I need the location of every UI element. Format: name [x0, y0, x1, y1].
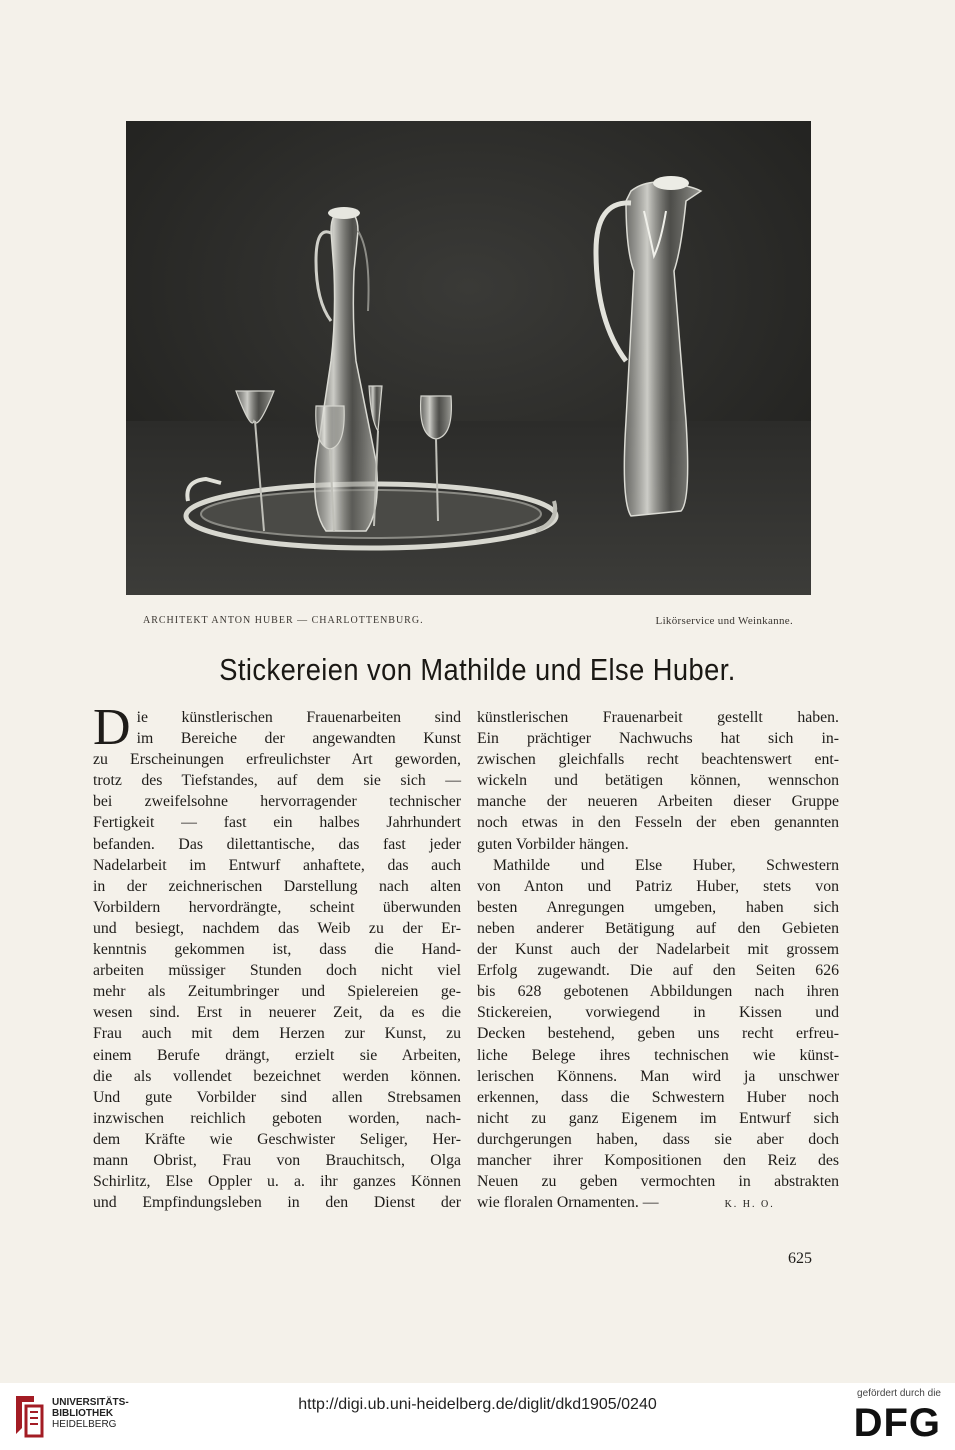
text-line: und besiegt, nachdem das Weib zu der Er- [93, 919, 461, 937]
text-line: der Kunst auch der Nadelarbeit mit grossem [477, 941, 839, 959]
text-line: trotz des Tiefstandes, auf dem sie sich — [93, 772, 461, 790]
text-line: in der zeichnerischen Darstellung nach alten [93, 877, 461, 895]
text-line: mancher ihrer Kompositionen den Reiz des [477, 1151, 839, 1169]
text-line: besten Anregungen umgeben, haben sich [477, 898, 839, 916]
text-line: lerischen Könnens. Man wird ja unschwer [477, 1067, 839, 1085]
text-line: Mathilde und Else Huber, Schwestern [493, 856, 839, 874]
text-line: Ein prächtiger Nachwuchs hat sich in- [477, 730, 839, 748]
text-line: bis 628 gebotenen Abbildungen nach ihren [477, 983, 839, 1001]
text-line: Frau auch mit dem Herzen zur Kunst, zu [93, 1025, 461, 1043]
page-number: 625 [788, 1250, 812, 1267]
text-line: guten Vorbilder hängen. [477, 835, 629, 853]
photo-caption-left: ARCHITEKT ANTON HUBER — CHARLOTTENBURG. [143, 615, 424, 626]
text-line: dem Kräfte wie Geschwister Seliger, Her- [93, 1130, 461, 1148]
text-line: wesen sind. Erst in neuerer Zeit, da es die [93, 1004, 461, 1022]
text-line: wickeln und betätigen können, wennschon [477, 772, 839, 790]
left-column [93, 699, 461, 1213]
text-line: inzwischen reichlich geboten worden, nach- [93, 1109, 461, 1127]
text-line: Nadelarbeit im Entwurf anhaftete, das auch [93, 856, 461, 874]
text-line: Erfolg zugewandt. Die auf den Seiten 626 [477, 962, 839, 980]
text-line: die als vollendet bezeichnet werden können. [93, 1067, 461, 1085]
text-line: befanden. Das dilettantische, das fast jeder [93, 835, 461, 853]
funding-note: gefördert durch die [857, 1388, 941, 1399]
text-line: Decken bestehend, geben uns recht erfreu- [477, 1025, 839, 1043]
text-line: durchgerungen haben, dass sie aber doch [477, 1130, 839, 1148]
text-line: mann Obrist, Frau von Brauchitsch, Olga [93, 1151, 461, 1169]
text-line: nicht zu ganz Eigenem im Entwurf sich [477, 1109, 839, 1127]
dfg-logo: DFG [853, 1401, 941, 1445]
text-line: ie künstlerischen Frauenarbeiten sind [136, 709, 461, 726]
text-line: zwischen gleichfalls recht beachtenswert ent- [477, 751, 839, 769]
article-title: Stickereien von Mathilde und Else Huber. [219, 652, 736, 687]
text-line: zu Erscheinungen erfreulichster Art geworden, [93, 751, 461, 769]
text-line: Stickereien, vorwiegend in Kissen und [477, 1004, 839, 1022]
text-line: noch etwas in den Fesseln der eben genannten [477, 814, 839, 832]
final-line [477, 1192, 839, 1213]
left-lines [93, 749, 461, 1213]
author-signature: K. H. O. [724, 1199, 775, 1211]
text-line: einem Berufe drängt, erzielt sie Arbeiten, [93, 1046, 461, 1064]
text-line: von Anton und Patriz Huber, stets von [477, 877, 839, 895]
source-url[interactable]: http://digi.ub.uni-heidelberg.de/diglit/dkd1905/0240 [298, 1396, 657, 1413]
text-line: liche Belege ihres technischen wie künst- [477, 1046, 839, 1064]
right-lines [477, 707, 839, 1192]
text-line: Vorbildern hervordrängte, scheint überwunden [93, 898, 461, 916]
glassware-photo [126, 121, 811, 595]
text-line: bei zweifelsohne hervorragender technischer [93, 793, 461, 811]
final-text: wie floralen Ornamenten. — [477, 1194, 659, 1212]
text-line: mehr als Zeitumbringer und Spielereien ge- [93, 983, 461, 1001]
text-line: erkennen, dass die Schwestern Huber noch [477, 1088, 839, 1106]
photo-caption-right: Likörservice und Weinkanne. [655, 615, 793, 627]
drop-cap: D [93, 699, 131, 756]
text-line: manche der neueren Arbeiten dieser Gruppe [477, 793, 839, 811]
library-line: HEIDELBERG [52, 1419, 117, 1430]
library-line: BIBLIOTHEK [52, 1408, 114, 1419]
text-line: Und gute Vorbilder sind allen Strebsamen [93, 1088, 461, 1106]
text-line: Fertigkeit — fast ein halbes Jahrhundert [93, 814, 461, 832]
text-line: kenntnis gekommen ist, dass die Hand- [93, 941, 461, 959]
text-line: und Empfindungsleben in den Dienst der [93, 1194, 461, 1212]
text-line: Schirlitz, Else Oppler u. a. ihr ganzes Können [93, 1173, 461, 1191]
text-line: Neuen zu geben vermochten in abstrakten [477, 1173, 839, 1191]
text-line: arbeiten müssiger Stunden doch nicht viel [93, 962, 461, 980]
right-column [477, 707, 839, 1213]
text-line: im Bereiche der angewandten Kunst [136, 730, 461, 748]
text-line: künstlerischen Frauenarbeit gestellt haben. [477, 709, 839, 726]
library-line: UNIVERSITÄTS- [52, 1397, 129, 1408]
footer-bar [0, 1383, 955, 1450]
text-line: neben anderer Betätigung auf den Gebieten [477, 919, 839, 937]
